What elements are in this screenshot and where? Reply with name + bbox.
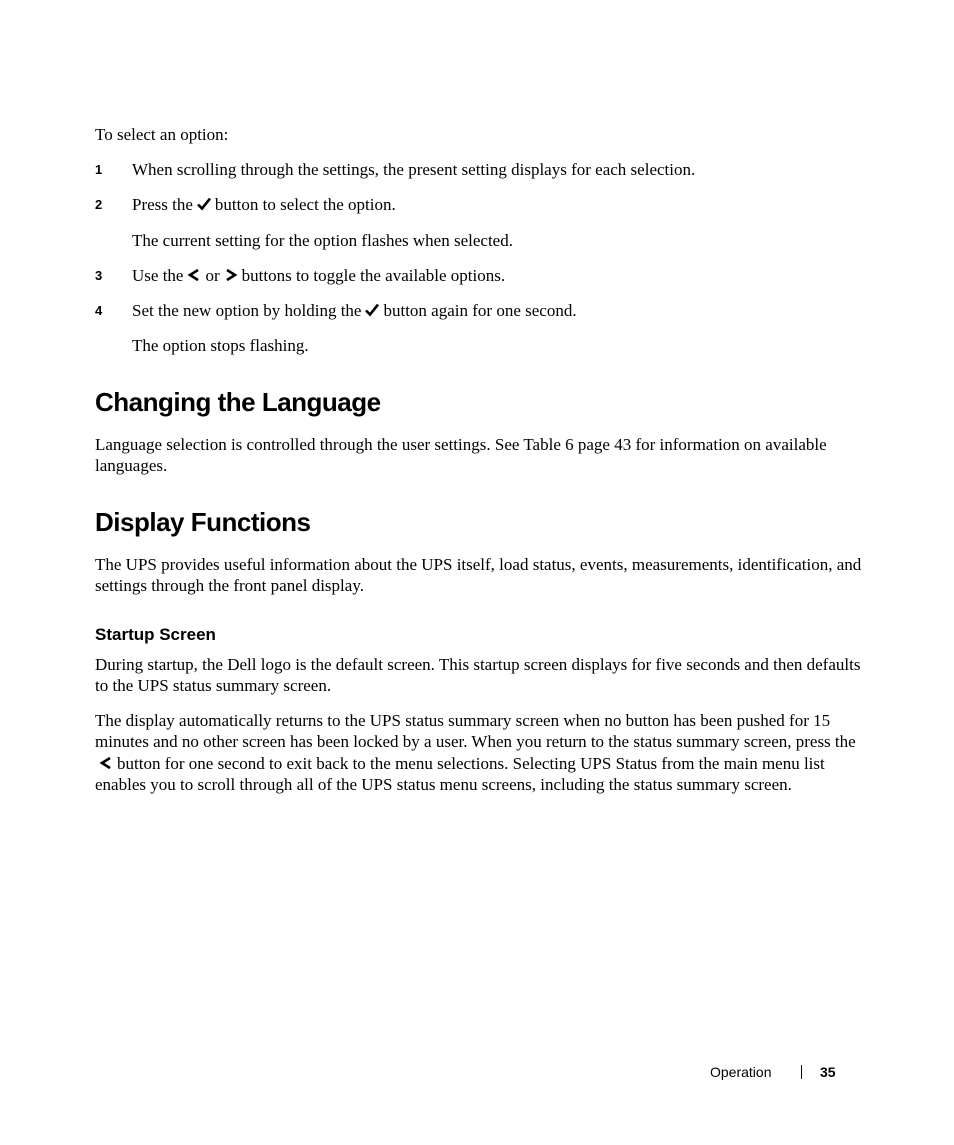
step-1-text: When scrolling through the settings, the present setting displays for each selection. <box>132 160 696 179</box>
language-paragraph: Language selection is controlled through the user settings. See Table 6 page 43 for information on available languages. <box>95 435 827 476</box>
heading-startup-screen: Startup Screen <box>95 625 216 644</box>
startup-p2-post: button for one second to exit back to the menu selections. Selecting UPS Status from the main menu list enables you to scroll through all of the UPS status menu screens, including the status summary screen. <box>95 753 825 794</box>
step-4-note: The option stops flashing. <box>132 336 309 355</box>
checkmark-icon <box>197 197 211 211</box>
footer-divider <box>801 1065 802 1079</box>
heading-display-functions: Display Functions <box>95 507 311 537</box>
chevron-left-icon <box>187 268 201 282</box>
chevron-right-icon <box>224 268 238 282</box>
step-1-number: 1 <box>95 162 103 177</box>
checkmark-icon <box>365 303 379 317</box>
startup-paragraph-1: During startup, the Dell logo is the default screen. This startup screen displays for five seconds and then defaults to the UPS status summary screen. <box>95 655 861 696</box>
step-2-post: button to select the option. <box>214 195 396 214</box>
footer-section-name: Operation <box>710 1064 772 1080</box>
step-4-post: button again for one second. <box>383 301 577 320</box>
step-4-pre: Set the new option by holding the <box>132 301 362 320</box>
chevron-left-icon <box>99 756 113 770</box>
step-2-text <box>132 194 396 215</box>
step-4-number: 4 <box>95 303 103 318</box>
heading-changing-language: Changing the Language <box>95 387 381 417</box>
footer-page-number: 35 <box>820 1064 836 1080</box>
step-3-post: buttons to toggle the available options. <box>241 266 506 285</box>
step-2-number: 2 <box>95 197 103 212</box>
display-paragraph: The UPS provides useful information about the UPS itself, load status, events, measurements, identification, and settings through the front panel display. <box>95 555 862 596</box>
step-2-pre: Press the <box>132 195 193 214</box>
step-2-note: The current setting for the option flashes when selected. <box>132 231 513 250</box>
step-3-number: 3 <box>95 268 103 283</box>
intro-text: To select an option: <box>95 125 229 144</box>
step-3-pre: Use the <box>132 266 184 285</box>
step-4-text <box>132 300 577 321</box>
step-3-mid: or <box>205 266 220 285</box>
startup-p2-pre: The display automatically returns to the UPS status summary screen when no button has been pushed for 15 minutes and no other screen has been locked by a user. When you return to the status summary screen, press the <box>95 711 856 752</box>
startup-paragraph-2 <box>95 710 863 795</box>
step-3-text <box>132 265 505 286</box>
